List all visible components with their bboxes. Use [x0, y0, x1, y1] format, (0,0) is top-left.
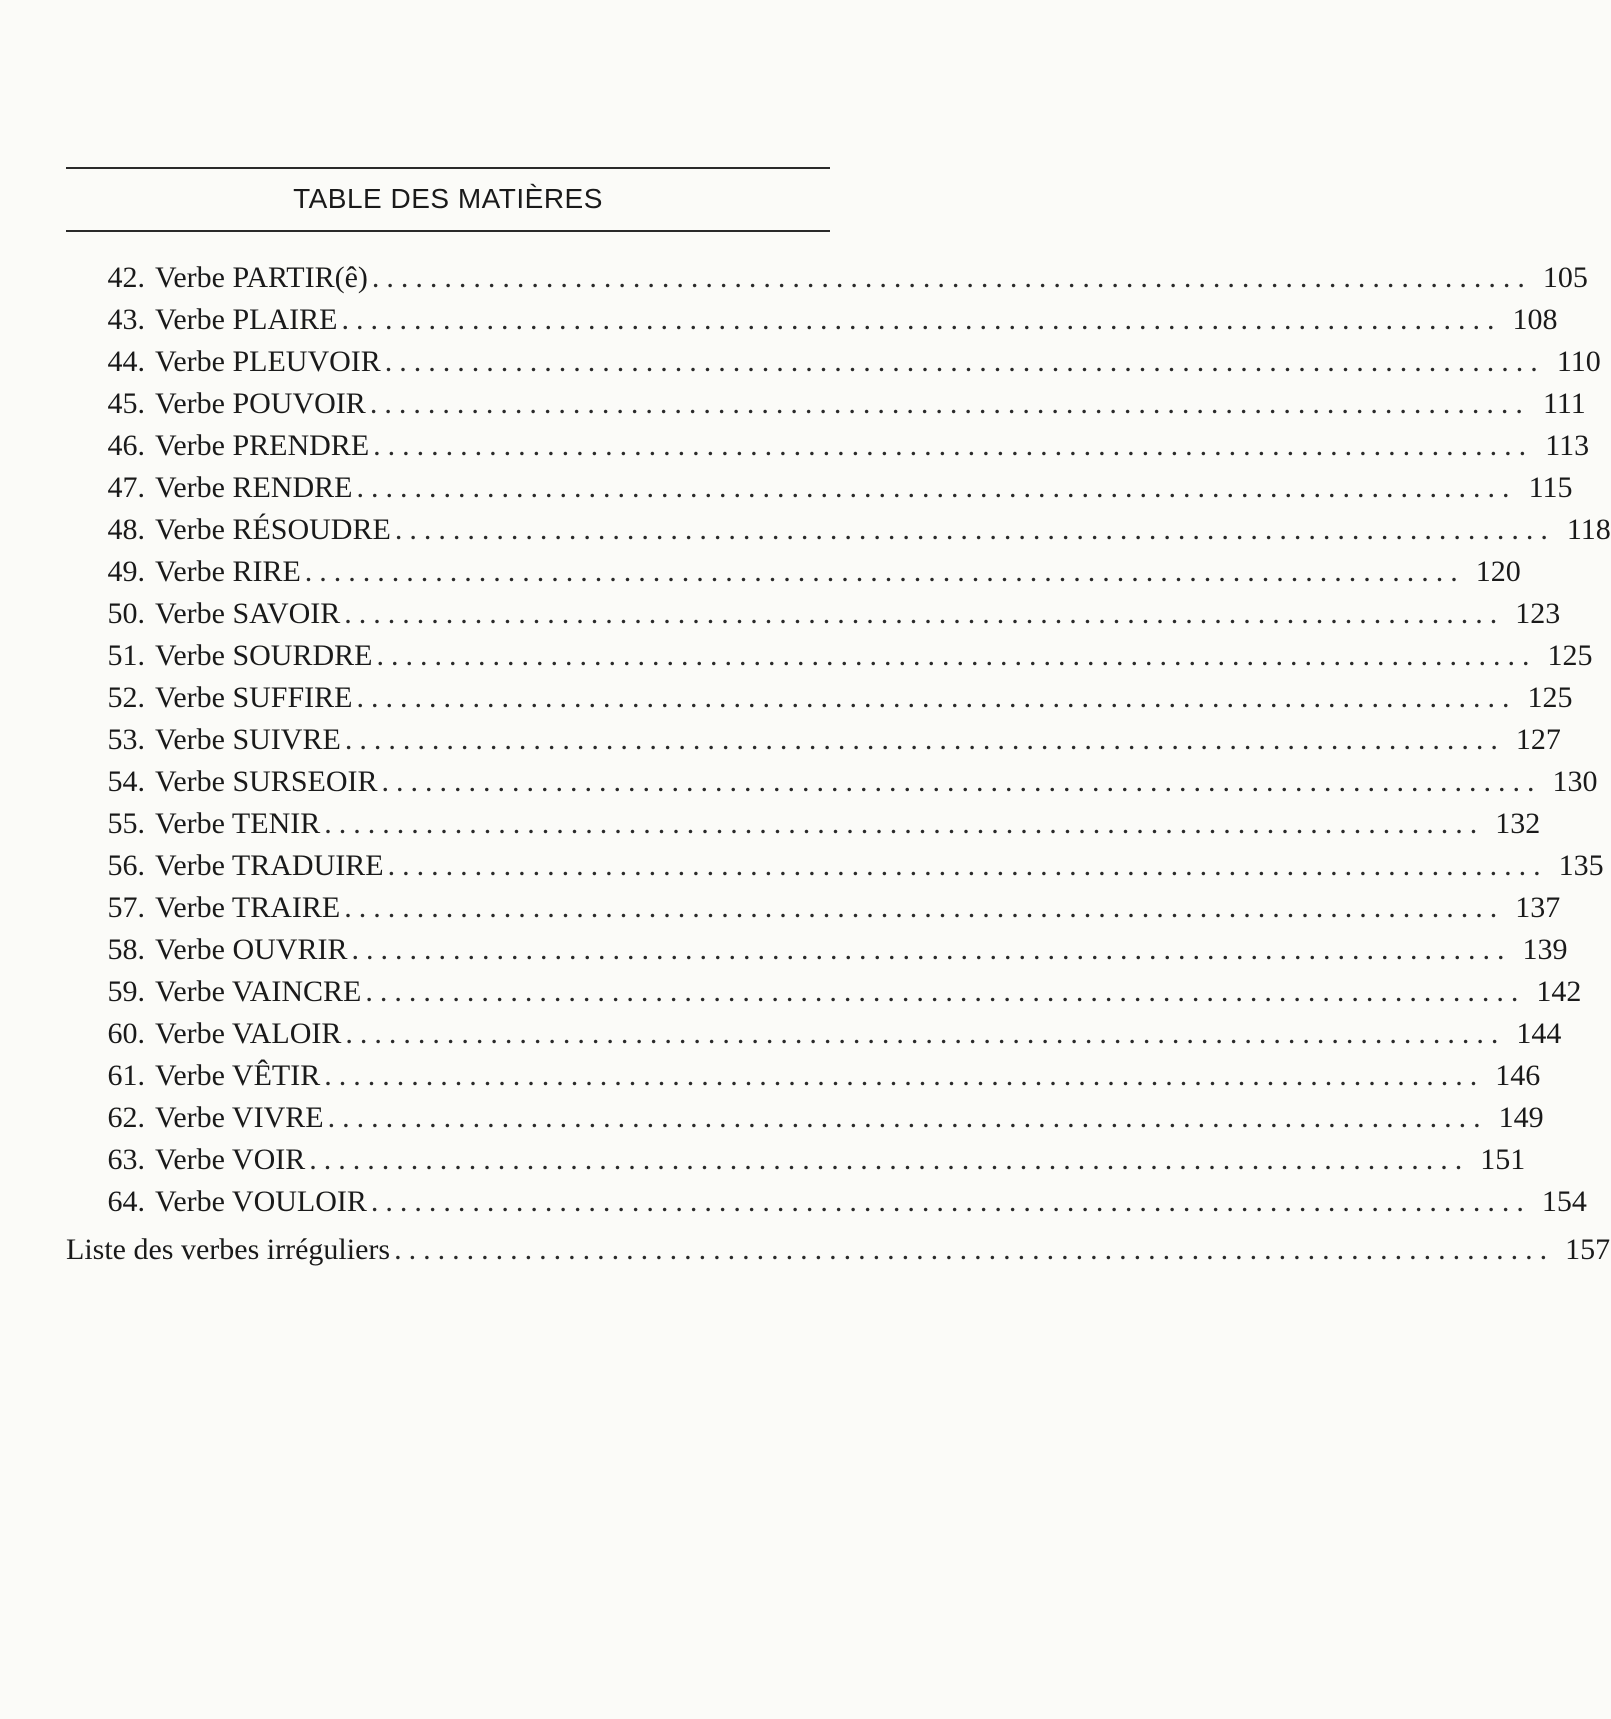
entry-page: 149: [1498, 1101, 1544, 1134]
entry-number: 50.: [107, 597, 145, 630]
entry-page: 132: [1495, 807, 1541, 840]
dot-leader: ................................................................................: [344, 597, 1505, 630]
entry-title: Verbe SURSEOIR: [155, 765, 378, 798]
entry-number: 42.: [107, 261, 145, 294]
entry-title: Verbe PRENDRE: [155, 429, 370, 462]
entry-number: 52.: [107, 681, 145, 714]
toc-entry[interactable]: [95, 888, 1561, 928]
toc-entry[interactable]: [95, 930, 1568, 970]
entry-number: 49.: [107, 555, 145, 588]
entry-title: Verbe TRAIRE: [155, 891, 341, 924]
entry-title: Verbe RIRE: [155, 555, 301, 588]
entry-title: Verbe VALOIR: [155, 1017, 342, 1050]
entry-page: 130: [1552, 765, 1598, 798]
dot-leader: ................................................................................: [384, 345, 1545, 378]
entry-number: 46.: [107, 429, 145, 462]
dot-leader: ................................................................................: [394, 513, 1555, 546]
dot-leader: ................................................................................: [324, 1059, 1485, 1092]
dot-leader: ................................................................................: [370, 1185, 1531, 1218]
entry-title: Verbe RÉSOUDRE: [155, 513, 391, 546]
entry-page: 135: [1558, 849, 1604, 882]
entry-page: 108: [1512, 303, 1558, 336]
entry-number: 43.: [107, 303, 145, 336]
entry-title: Verbe SOURDRE: [155, 639, 373, 672]
entry-number: 58.: [107, 933, 145, 966]
toc-entry[interactable]: [95, 804, 1541, 844]
dot-leader: ................................................................................: [304, 555, 1465, 588]
entry-page: 118: [1566, 513, 1611, 546]
toc-entry[interactable]: [95, 384, 1586, 424]
entry-number: 47.: [107, 471, 145, 504]
entry-page: 139: [1522, 933, 1568, 966]
entry-number: 45.: [107, 387, 145, 420]
dot-leader: ................................................................................: [387, 849, 1548, 882]
entry-page: 154: [1541, 1185, 1587, 1218]
entry-title: Verbe VIVRE: [155, 1101, 324, 1134]
entry-page: 127: [1515, 723, 1561, 756]
dot-leader: ................................................................................: [365, 975, 1526, 1008]
entry-number: 56.: [107, 849, 145, 882]
toc-entry[interactable]: [95, 846, 1604, 886]
toc-entry[interactable]: [95, 468, 1573, 508]
toc-appendix-entry[interactable]: [66, 1230, 1611, 1270]
appendix-title: Liste des verbes irréguliers: [66, 1233, 391, 1266]
toc-entry[interactable]: [95, 720, 1561, 760]
toc-entry[interactable]: [95, 426, 1590, 466]
entry-page: 123: [1515, 597, 1561, 630]
toc-entry[interactable]: [95, 678, 1573, 718]
entry-title: Verbe TENIR: [155, 807, 321, 840]
entry-page: 125: [1547, 639, 1593, 672]
entry-page: 111: [1543, 387, 1586, 420]
entry-number: 51.: [107, 639, 145, 672]
entry-title: Verbe PARTIR(ê): [155, 261, 368, 294]
entry-page: 105: [1542, 261, 1588, 294]
entry-title: Verbe SUIVRE: [155, 723, 341, 756]
dot-leader: ................................................................................: [345, 1017, 1506, 1050]
dot-leader: ................................................................................: [369, 387, 1530, 420]
entry-number: 54.: [107, 765, 145, 798]
dot-leader: ................................................................................: [373, 429, 1534, 462]
entry-title: Verbe VOIR: [155, 1143, 306, 1176]
toc-entry[interactable]: [95, 1014, 1562, 1054]
dot-leader: ................................................................................: [351, 933, 1512, 966]
entry-title: Verbe VOULOIR: [155, 1185, 367, 1218]
entry-page: 142: [1536, 975, 1582, 1008]
entry-page: 113: [1545, 429, 1590, 462]
header-bottom-rule: [66, 230, 830, 232]
entry-title: Verbe SUFFIRE: [155, 681, 353, 714]
toc-entry[interactable]: [95, 510, 1611, 550]
entry-title: Verbe RENDRE: [155, 471, 353, 504]
toc-entry[interactable]: [95, 594, 1561, 634]
entry-number: 59.: [107, 975, 145, 1008]
toc-entry[interactable]: [95, 762, 1598, 802]
toc-entry[interactable]: [95, 300, 1558, 340]
entry-number: 55.: [107, 807, 145, 840]
page-title: TABLE DES MATIÈRES: [293, 183, 603, 214]
entry-number: 63.: [107, 1143, 145, 1176]
toc-entry[interactable]: [95, 1056, 1541, 1096]
dot-leader: ................................................................................: [394, 1233, 1555, 1266]
appendix-page: 157: [1565, 1233, 1611, 1266]
entry-title: Verbe TRADUIRE: [155, 849, 384, 882]
dot-leader: ................................................................................: [309, 1143, 1470, 1176]
entry-page: 144: [1516, 1017, 1562, 1050]
dot-leader: ................................................................................: [371, 261, 1532, 294]
dot-leader: ................................................................................: [344, 891, 1505, 924]
dot-leader: ................................................................................: [327, 1101, 1488, 1134]
entry-page: 120: [1475, 555, 1521, 588]
entry-number: 48.: [107, 513, 145, 546]
dot-leader: ................................................................................: [356, 681, 1517, 714]
entry-page: 115: [1528, 471, 1573, 504]
entry-title: Verbe PLEUVOIR: [155, 345, 381, 378]
entry-number: 60.: [107, 1017, 145, 1050]
toc-entry[interactable]: [95, 552, 1521, 592]
entry-number: 44.: [107, 345, 145, 378]
toc-entry[interactable]: [95, 972, 1582, 1012]
entry-title: Verbe POUVOIR: [155, 387, 366, 420]
entry-number: 57.: [107, 891, 145, 924]
dot-leader: ................................................................................: [356, 471, 1517, 504]
dot-leader: ................................................................................: [344, 723, 1505, 756]
dot-leader: ................................................................................: [341, 303, 1502, 336]
entry-page: 125: [1527, 681, 1573, 714]
toc-entry[interactable]: [95, 1182, 1587, 1222]
entry-title: Verbe PLAIRE: [155, 303, 338, 336]
dot-leader: ................................................................................: [381, 765, 1542, 798]
toc-entry[interactable]: [95, 258, 1588, 298]
entry-title: Verbe OUVRIR: [155, 933, 348, 966]
toc-entry[interactable]: [95, 1140, 1526, 1180]
entry-number: 61.: [107, 1059, 145, 1092]
toc-entry[interactable]: [95, 342, 1601, 382]
entry-title: Verbe VAINCRE: [155, 975, 362, 1008]
entry-page: 110: [1556, 345, 1601, 378]
entry-title: Verbe VÊTIR: [155, 1059, 321, 1092]
entry-page: 137: [1515, 891, 1561, 924]
entry-number: 53.: [107, 723, 145, 756]
entry-page: 146: [1495, 1059, 1541, 1092]
entry-title: Verbe SAVOIR: [155, 597, 341, 630]
toc-entry[interactable]: [95, 1098, 1544, 1138]
toc-entry[interactable]: [95, 636, 1593, 676]
header-top-rule: [66, 167, 830, 169]
entry-page: 151: [1480, 1143, 1526, 1176]
dot-leader: ................................................................................: [376, 639, 1537, 672]
dot-leader: ................................................................................: [324, 807, 1485, 840]
entry-number: 64.: [107, 1185, 145, 1218]
entry-number: 62.: [107, 1101, 145, 1134]
